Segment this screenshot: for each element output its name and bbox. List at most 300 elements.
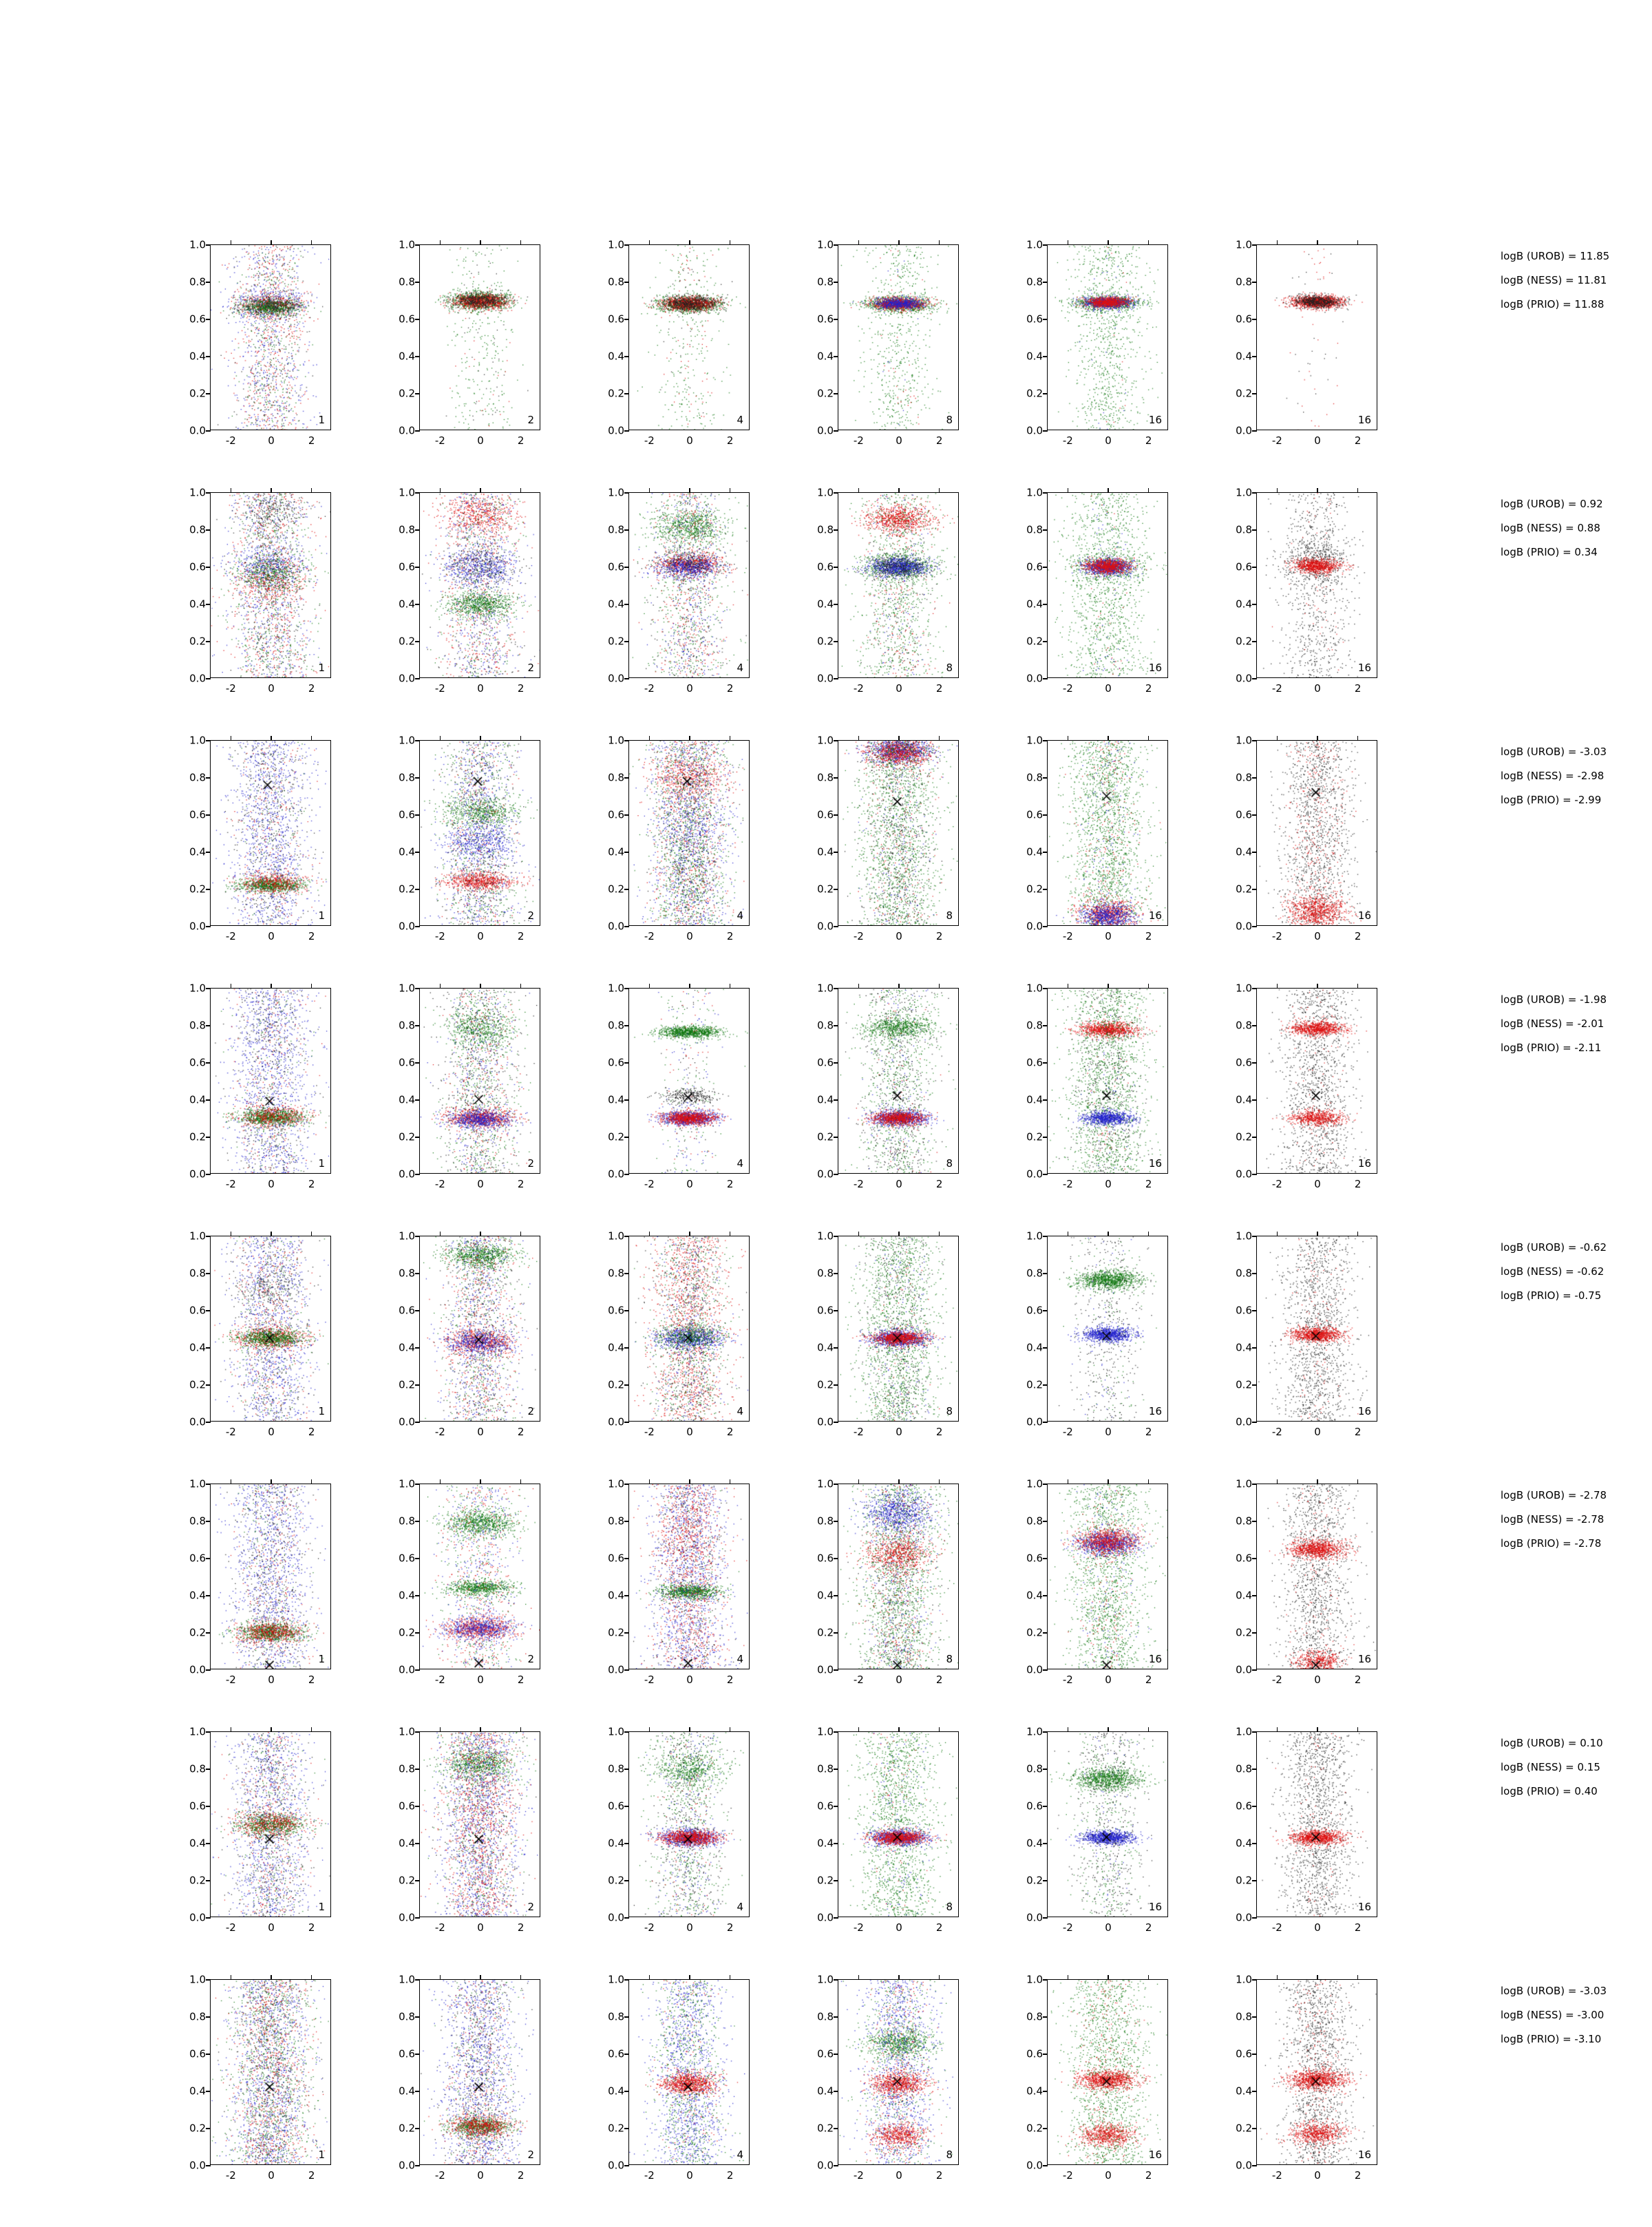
y-tick-label: 0.2	[399, 1874, 415, 1887]
y-tick-mark	[1043, 492, 1048, 493]
x-tick-mark	[1277, 488, 1278, 493]
y-tick-mark	[1043, 1632, 1048, 1633]
scatter-points	[1257, 1732, 1377, 1917]
y-tick-label: 0.4	[608, 1093, 624, 1106]
scatter-points	[1257, 989, 1377, 1173]
scatter-panel	[1019, 1229, 1169, 1438]
y-tick-label: 0.6	[1026, 1056, 1043, 1069]
scatter-points	[211, 245, 330, 430]
x-tick-label: 0	[1105, 682, 1112, 695]
x-tick-mark	[1277, 1975, 1278, 1980]
y-tick-label: 0.2	[608, 387, 624, 400]
y-tick-label: 0.2	[1026, 2122, 1043, 2135]
y-tick-mark	[415, 641, 420, 642]
y-tick-label: 0.6	[189, 808, 206, 821]
y-tick-label: 0.4	[817, 598, 834, 611]
y-tick-mark	[206, 2165, 211, 2166]
panel-tag: 1	[318, 1157, 325, 1170]
y-tick-mark	[206, 1384, 211, 1385]
plot-area	[817, 734, 959, 942]
scatter-points	[629, 1732, 749, 1917]
y-tick-label: 1.0	[189, 486, 206, 499]
y-tick-label: 1.0	[817, 734, 834, 747]
x-tick-label: 2	[308, 1426, 315, 1438]
panel-tag: 4	[737, 662, 743, 674]
scatter-points	[420, 493, 540, 677]
y-tick-label: 0.0	[1236, 1168, 1252, 1181]
y-tick-mark	[206, 926, 211, 927]
panel-tag: 1	[318, 1405, 325, 1417]
y-tick-label: 0.6	[1236, 808, 1252, 821]
panel-tag: 8	[946, 909, 953, 922]
y-tick-label: 0.8	[608, 1267, 624, 1280]
y-tick-label: 0.6	[189, 1056, 206, 1069]
y-tick-label: 1.0	[1026, 1477, 1043, 1490]
y-tick-label: 0.4	[608, 845, 624, 858]
y-tick-mark	[415, 1632, 420, 1633]
plot-area	[608, 238, 750, 447]
scatter-panel	[392, 1725, 542, 1934]
y-tick-mark	[624, 1310, 629, 1311]
y-tick-mark	[415, 740, 420, 741]
y-tick-label: 0.4	[189, 1589, 206, 1602]
y-tick-mark	[415, 1062, 420, 1063]
scatter-points	[211, 1732, 330, 1917]
x-tick-mark	[311, 1975, 312, 1980]
y-tick-label: 0.6	[608, 808, 624, 821]
x-tick-label: 0	[477, 930, 484, 942]
plot-area	[608, 982, 750, 1190]
y-tick-mark	[415, 529, 420, 530]
scatter-points	[211, 1980, 330, 2164]
y-tick-label: 0.8	[1026, 523, 1043, 536]
y-tick-label: 0.6	[399, 1799, 415, 1813]
x-tick-label: 2	[517, 1921, 525, 1934]
y-tick-mark	[1252, 1917, 1257, 1918]
y-tick-label: 1.0	[1026, 982, 1043, 995]
y-tick-mark	[1252, 1273, 1257, 1274]
plot-area	[608, 1229, 750, 1438]
y-tick-label: 1.0	[608, 1725, 624, 1738]
panel-tag: 2	[527, 1157, 534, 1170]
x-tick-label: 0	[1105, 1921, 1112, 1934]
y-tick-label: 0.4	[817, 1837, 834, 1850]
y-tick-label: 0.8	[189, 771, 206, 784]
y-tick-label: 0.4	[399, 845, 415, 858]
plot-area	[399, 1229, 540, 1438]
scatter-points	[838, 1732, 958, 1917]
y-tick-label: 1.0	[189, 1229, 206, 1243]
x-tick-label: 0	[896, 1178, 902, 1190]
y-tick-mark	[624, 1843, 629, 1844]
y-tick-mark	[206, 2016, 211, 2017]
y-tick-mark	[1252, 814, 1257, 815]
panel-tag: 8	[946, 1157, 953, 1170]
y-tick-label: 1.0	[1026, 238, 1043, 251]
y-tick-mark	[624, 1273, 629, 1274]
scatter-panel	[810, 734, 960, 942]
x-tick-label: 0	[1314, 1426, 1321, 1438]
y-tick-label: 0.4	[1236, 1837, 1252, 1850]
x-tick-mark	[440, 736, 441, 741]
y-tick-label: 0.2	[1026, 387, 1043, 400]
logb-annotation-block	[1501, 251, 1609, 324]
y-tick-mark	[415, 1917, 420, 1918]
x-tick-label: 2	[1145, 1426, 1152, 1438]
y-tick-label: 0.8	[189, 2010, 206, 2023]
y-tick-mark	[1252, 1669, 1257, 1670]
y-tick-label: 1.0	[817, 1229, 834, 1243]
x-tick-mark	[440, 1232, 441, 1236]
y-tick-mark	[206, 393, 211, 394]
y-tick-label: 0.6	[399, 1304, 415, 1317]
x-tick-label: 2	[1145, 1921, 1152, 1934]
y-tick-label: 0.0	[817, 1415, 834, 1428]
y-tick-label: 0.0	[1236, 424, 1252, 437]
y-tick-label: 0.4	[399, 1837, 415, 1850]
y-tick-label: 0.2	[399, 635, 415, 648]
x-tick-mark	[520, 736, 521, 741]
y-tick-label: 0.6	[817, 560, 834, 573]
y-tick-label: 0.6	[399, 2047, 415, 2060]
y-tick-mark	[834, 1273, 838, 1274]
x-tick-label: 2	[935, 1921, 943, 1934]
y-tick-label: 0.6	[399, 313, 415, 326]
scatter-panel	[392, 486, 542, 695]
plot-area	[1236, 1725, 1377, 1934]
y-tick-label: 0.2	[608, 2122, 624, 2135]
y-tick-mark	[834, 1347, 838, 1348]
y-tick-mark	[834, 1731, 838, 1732]
x-tick-label: 0	[477, 1674, 484, 1686]
y-tick-mark	[834, 777, 838, 778]
y-tick-mark	[1252, 1632, 1257, 1633]
scatter-panel	[182, 1477, 332, 1686]
x-tick-mark	[520, 488, 521, 493]
y-tick-label: 0.4	[399, 350, 415, 363]
x-tick-mark	[649, 1232, 650, 1236]
panel-tag: 2	[527, 662, 534, 674]
panel-tag: 16	[1148, 1157, 1162, 1170]
plot-area	[817, 1229, 959, 1438]
y-tick-label: 0.8	[1236, 275, 1252, 288]
y-tick-label: 0.0	[817, 920, 834, 933]
x-tick-label: 0	[896, 930, 902, 942]
y-tick-mark	[624, 641, 629, 642]
x-tick-label: 0	[1314, 434, 1321, 447]
x-tick-mark	[1357, 488, 1358, 493]
panel-tag: 1	[318, 414, 325, 426]
y-tick-label: 0.2	[1026, 1874, 1043, 1887]
y-tick-label: 1.0	[1026, 1973, 1043, 1986]
y-tick-label: 0.8	[1026, 2010, 1043, 2023]
y-tick-mark	[834, 1558, 838, 1559]
y-tick-label: 0.0	[817, 1911, 834, 1924]
y-tick-label: 1.0	[399, 1725, 415, 1738]
x-tick-label: -2	[225, 682, 236, 695]
y-tick-mark	[834, 492, 838, 493]
y-tick-mark	[415, 1595, 420, 1596]
x-tick-label: 2	[517, 434, 525, 447]
x-tick-mark	[1357, 736, 1358, 741]
x-tick-label: -2	[644, 1426, 655, 1438]
y-tick-label: 0.8	[399, 771, 415, 784]
y-tick-label: 0.2	[189, 1130, 206, 1143]
scatter-panel	[1019, 486, 1169, 695]
x-tick-mark	[311, 984, 312, 989]
y-tick-mark	[1043, 1025, 1048, 1026]
y-tick-label: 1.0	[399, 238, 415, 251]
x-tick-label: 2	[935, 2169, 943, 2182]
scatter-points	[838, 1484, 958, 1669]
y-tick-mark	[834, 2016, 838, 2017]
y-tick-mark	[1252, 2016, 1257, 2017]
x-tick-mark	[898, 736, 899, 741]
y-tick-mark	[624, 1632, 629, 1633]
scatter-panel	[392, 1477, 542, 1686]
x-tick-label: -2	[853, 930, 864, 942]
x-tick-label: -2	[225, 434, 236, 447]
y-tick-label: 0.0	[189, 920, 206, 933]
y-tick-mark	[206, 641, 211, 642]
scatter-points	[420, 1236, 540, 1421]
y-tick-mark	[834, 1979, 838, 1980]
x-tick-label: 2	[726, 2169, 734, 2182]
y-tick-label: 0.0	[1026, 920, 1043, 933]
y-tick-label: 0.6	[1236, 560, 1252, 573]
x-tick-label: 2	[935, 930, 943, 942]
scatter-points	[629, 741, 749, 925]
plot-area	[189, 734, 331, 942]
x-tick-mark	[311, 488, 312, 493]
scatter-points	[420, 1732, 540, 1917]
y-tick-mark	[1043, 678, 1048, 679]
x-tick-mark	[858, 1727, 859, 1732]
x-tick-label: 0	[268, 2169, 275, 2182]
y-tick-label: 0.2	[189, 883, 206, 896]
panel-tag: 4	[737, 1405, 743, 1417]
y-tick-mark	[1043, 1273, 1048, 1274]
x-tick-mark	[689, 984, 690, 989]
y-tick-mark	[1252, 1979, 1257, 1980]
y-tick-mark	[834, 1917, 838, 1918]
y-tick-mark	[1043, 356, 1048, 357]
y-tick-label: 0.6	[608, 1304, 624, 1317]
logb-annotation-block	[1501, 499, 1603, 571]
y-tick-label: 0.8	[608, 771, 624, 784]
scatter-panel	[392, 734, 542, 942]
y-tick-mark	[1043, 1099, 1048, 1100]
x-tick-mark	[939, 240, 940, 245]
scatter-panel	[810, 1477, 960, 1686]
x-tick-label: -2	[434, 1921, 445, 1934]
y-tick-label: 0.0	[189, 672, 206, 685]
y-tick-label: 0.4	[1026, 1589, 1043, 1602]
x-tick-mark	[1148, 488, 1149, 493]
x-tick-mark	[520, 984, 521, 989]
scatter-panel	[810, 486, 960, 695]
logb-annotation-line: logB (UROB) = -3.03	[1501, 746, 1607, 758]
x-tick-mark	[858, 736, 859, 741]
scatter-points	[1048, 1732, 1167, 1917]
x-tick-label: -2	[853, 1426, 864, 1438]
y-tick-label: 0.2	[399, 387, 415, 400]
y-tick-label: 0.0	[817, 672, 834, 685]
y-tick-label: 1.0	[1236, 982, 1252, 995]
y-tick-mark	[624, 2165, 629, 2166]
panel-tag: 16	[1357, 662, 1371, 674]
scatter-panel	[1229, 982, 1379, 1190]
y-tick-label: 0.2	[817, 1130, 834, 1143]
y-tick-mark	[624, 1062, 629, 1063]
y-tick-label: 0.2	[608, 1626, 624, 1639]
panel-tag: 4	[737, 2149, 743, 2161]
y-tick-mark	[834, 2128, 838, 2129]
y-tick-label: 0.4	[608, 1341, 624, 1354]
x-tick-mark	[689, 1727, 690, 1732]
x-tick-mark	[858, 1479, 859, 1484]
y-tick-mark	[834, 430, 838, 431]
scatter-panel	[182, 734, 332, 942]
y-tick-mark	[834, 393, 838, 394]
y-tick-label: 0.2	[817, 387, 834, 400]
y-tick-mark	[415, 1558, 420, 1559]
x-tick-label: -2	[1271, 1674, 1282, 1686]
x-tick-label: 0	[268, 930, 275, 942]
x-tick-label: -2	[1062, 1426, 1073, 1438]
x-tick-label: -2	[1271, 434, 1282, 447]
y-tick-label: 0.4	[189, 1341, 206, 1354]
y-tick-label: 0.8	[399, 1514, 415, 1528]
x-tick-label: 2	[1145, 2169, 1152, 2182]
y-tick-label: 0.6	[1236, 1056, 1252, 1069]
panel-tag: 16	[1148, 2149, 1162, 2161]
scatter-points	[1048, 245, 1167, 430]
panel-tag: 4	[737, 1901, 743, 1913]
x-tick-label: 0	[268, 1426, 275, 1438]
y-tick-mark	[1043, 641, 1048, 642]
y-tick-label: 0.4	[1026, 1341, 1043, 1354]
y-tick-mark	[624, 1880, 629, 1881]
scatter-panel	[182, 982, 332, 1190]
logb-annotation-line: logB (PRIO) = -2.11	[1501, 1042, 1602, 1054]
x-tick-mark	[898, 488, 899, 493]
x-tick-label: 0	[686, 2169, 693, 2182]
x-tick-mark	[649, 1727, 650, 1732]
y-tick-label: 0.2	[817, 1378, 834, 1391]
x-tick-mark	[1148, 984, 1149, 989]
x-tick-label: 0	[268, 682, 275, 695]
scatter-points	[629, 245, 749, 430]
y-tick-label: 0.8	[1236, 2010, 1252, 2023]
scatter-panel	[1229, 486, 1379, 695]
y-tick-label: 1.0	[399, 734, 415, 747]
panel-tag: 1	[318, 1901, 325, 1913]
x-tick-label: 2	[935, 1674, 943, 1686]
scatter-points	[629, 1484, 749, 1669]
y-tick-mark	[624, 678, 629, 679]
y-tick-label: 0.6	[817, 1552, 834, 1565]
x-tick-label: 0	[1314, 1674, 1321, 1686]
plot-area	[608, 1973, 750, 2182]
scatter-panel	[182, 1725, 332, 1934]
y-tick-label: 1.0	[189, 1477, 206, 1490]
y-tick-mark	[834, 1384, 838, 1385]
logb-annotation-line: logB (PRIO) = -0.75	[1501, 1289, 1602, 1302]
x-tick-mark	[689, 736, 690, 741]
y-tick-label: 1.0	[189, 238, 206, 251]
scatter-panel	[392, 238, 542, 447]
y-tick-label: 0.4	[399, 598, 415, 611]
x-tick-label: -2	[1062, 682, 1073, 695]
x-tick-label: -2	[853, 682, 864, 695]
y-tick-mark	[1252, 1843, 1257, 1844]
y-tick-label: 0.6	[1236, 2047, 1252, 2060]
y-tick-label: 0.0	[608, 672, 624, 685]
x-tick-label: 0	[477, 1921, 484, 1934]
y-tick-label: 0.4	[399, 1341, 415, 1354]
panel-tag: 16	[1148, 1901, 1162, 1913]
plot-area	[399, 1973, 540, 2182]
y-tick-label: 1.0	[608, 1973, 624, 1986]
plot-area	[1236, 982, 1377, 1190]
logb-annotation-line: logB (NESS) = 0.88	[1501, 522, 1600, 534]
y-tick-mark	[834, 2165, 838, 2166]
x-tick-mark	[1277, 1727, 1278, 1732]
plot-area	[817, 982, 959, 1190]
scatter-points	[420, 1980, 540, 2164]
plot-area	[817, 1725, 959, 1934]
y-tick-label: 0.2	[1236, 387, 1252, 400]
y-tick-label: 0.2	[399, 1130, 415, 1143]
y-tick-label: 0.0	[608, 2159, 624, 2172]
x-tick-label: -2	[434, 930, 445, 942]
y-tick-label: 0.0	[399, 672, 415, 685]
y-tick-label: 0.8	[189, 275, 206, 288]
y-tick-label: 0.0	[399, 1663, 415, 1676]
plot-area	[608, 734, 750, 942]
x-tick-mark	[939, 1479, 940, 1484]
y-tick-label: 0.2	[1236, 2122, 1252, 2135]
y-tick-label: 0.4	[1026, 1093, 1043, 1106]
y-tick-label: 0.8	[1026, 275, 1043, 288]
x-tick-mark	[689, 1479, 690, 1484]
x-tick-label: -2	[225, 1426, 236, 1438]
y-tick-mark	[415, 814, 420, 815]
y-tick-mark	[206, 988, 211, 989]
y-tick-mark	[1043, 2016, 1048, 2017]
x-tick-mark	[520, 1727, 521, 1732]
panel-tag: 2	[527, 1405, 534, 1417]
scatter-points	[1257, 1236, 1377, 1421]
y-tick-label: 0.2	[189, 1626, 206, 1639]
x-tick-label: 0	[477, 1426, 484, 1438]
y-tick-mark	[624, 393, 629, 394]
x-tick-mark	[311, 1232, 312, 1236]
y-tick-label: 0.8	[1236, 771, 1252, 784]
y-tick-label: 1.0	[608, 486, 624, 499]
x-tick-label: -2	[225, 1674, 236, 1686]
x-tick-label: 0	[686, 682, 693, 695]
y-tick-label: 0.0	[189, 1663, 206, 1676]
y-tick-label: 0.8	[399, 1019, 415, 1032]
scatter-panel	[1229, 1229, 1379, 1438]
y-tick-label: 1.0	[399, 1477, 415, 1490]
x-tick-mark	[311, 1479, 312, 1484]
y-tick-mark	[1252, 926, 1257, 927]
y-tick-label: 1.0	[1026, 734, 1043, 747]
x-tick-label: 2	[308, 1178, 315, 1190]
